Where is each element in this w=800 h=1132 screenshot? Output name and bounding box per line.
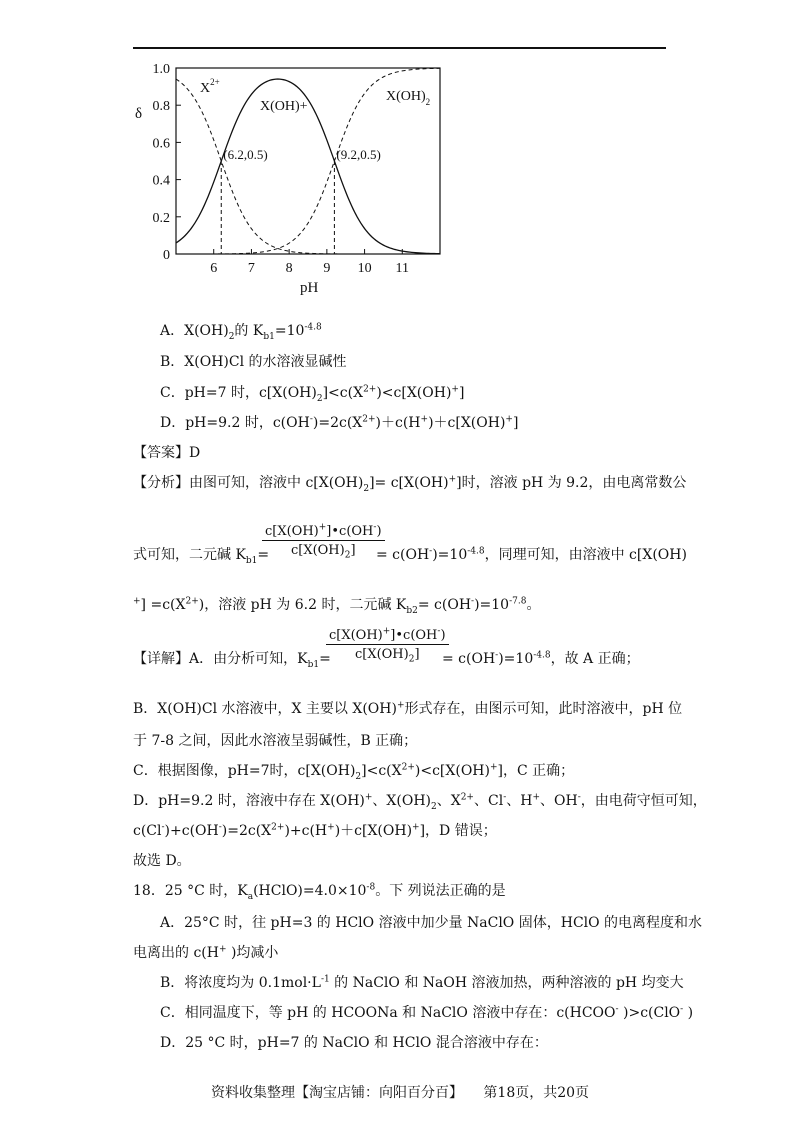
- detail-d-line-2: $c(Cl^-)+c(OH^-)=2c(X^{2+})+c(H^+)+c[X(OH)^+]$，D 错误；: [133, 822, 497, 839]
- choose-line: 故选 D。: [133, 853, 191, 869]
- fraction-analysis: $\frac{c[X(OH)^+]•c(OH^-)}{c[X(OH)_2]}$: [262, 524, 385, 558]
- option-c: C．pH=7 时，$c[X(OH)_2]<c(X^{2+})<c[X(OH)^+]$: [160, 384, 465, 404]
- series-xoh-curve: [176, 79, 440, 254]
- analysis-line-2a: 式可知，二元碱 $K_{b1}=$: [133, 547, 270, 566]
- y-tick-label: 0: [163, 248, 170, 263]
- fraction-detail: $\frac{c[X(OH)^+]•c(OH^-)}{c[X(OH)_2]}$: [326, 628, 449, 662]
- question-18: 18．25 °C 时，$K_a(HClO)=4.0\times 10^{-8}$。下 列说法正确的是: [133, 882, 506, 902]
- header-rule: [133, 47, 666, 49]
- detail-c-line: C．根据图像，pH=7时，$c[X(OH)_2]<c(X^{2+})<c[X(OH)^+]$，C 正确；: [133, 762, 575, 782]
- y-axis-label: δ: [135, 106, 143, 122]
- x-tick-label: 7: [247, 261, 255, 276]
- label-x2: $X^{2+}$: [200, 77, 220, 96]
- footer-page-number: 第18页，共20页: [483, 1085, 590, 1101]
- q18-option-b: B．将浓度均为 $0.1mol\cdot L^{-1}$ 的 NaClO 和 NaOH 溶液加热，两种溶液的 pH 均变大: [160, 974, 684, 991]
- x-tick-label: 9: [323, 261, 331, 276]
- x-tick-label: 10: [357, 261, 372, 276]
- q18-option-a-line-2: 电离出的 c(H+ )均减小: [133, 944, 279, 961]
- x-tick-label: 6: [210, 261, 218, 276]
- analysis-line-3: $^+] =c(X^{2+})$，溶液 pH 为 6.2 时，二元碱 $K_{b2}= c(OH^-)=10^{-7.8}$。: [133, 596, 541, 616]
- q18-option-d: D．25 °C 时，pH=7 的 NaClO 和 HClO 混合溶液中存在：: [160, 1035, 548, 1051]
- answer-line: 【答案】D: [133, 445, 201, 461]
- y-tick-label: 0.2: [152, 210, 170, 226]
- option-d: D．pH=9.2 时，$c(OH^-)=2c(X^{2+})+c(H^+)+c[X(OH)^+]$: [160, 414, 519, 431]
- option-a: A．$X(OH)_2$的 $K_{b1}=10^{-4.8}$: [160, 322, 322, 342]
- x-tick-label: 8: [285, 261, 293, 276]
- label-xoh2: $X(OH)_2$: [386, 89, 431, 107]
- page-footer: [0, 1082, 800, 1102]
- detail-b-line-2: 于 7-8 之间，因此水溶液呈弱碱性，B 正确；: [133, 733, 418, 749]
- analysis-line-2b: = $c(OH^-)=10^{-4.8}$，同理可知，由溶液中 c[X(OH): [376, 546, 687, 563]
- speciation-chart: [128, 56, 448, 296]
- detail-b-line-1: B．X(OH)Cl 水溶液中，X 主要以 X(OH)+形式存在，由图示可知，此时溶液中，pH 位: [133, 700, 683, 717]
- detail-line-a-cont: = $c(OH^-)=10^{-4.8}$，故 A 正确；: [442, 650, 640, 667]
- series-x2-curve: [176, 79, 440, 254]
- y-tick-label: 0.8: [152, 99, 170, 115]
- detail-d-line-1: D．pH=9.2 时，溶液中存在 X(OH)+、$X(OH)_2$、$X^{2+}$、Cl-、H+、OH-，由电荷守恒可知，: [133, 792, 707, 812]
- option-b: B．X(OH)Cl 的水溶液显碱性: [160, 354, 347, 370]
- y-tick-label: 0.4: [152, 173, 170, 189]
- y-tick-label: 1.0: [152, 62, 170, 77]
- footer-source: 资料收集整理【淘宝店铺：向阳百分百】: [210, 1085, 463, 1101]
- detail-line-a: 【详解】A．由分析可知，$K_{b1}=$: [133, 651, 331, 670]
- annotation-6-2: (6.2,0.5): [223, 147, 268, 162]
- x-tick-label: 11: [395, 261, 410, 276]
- x-axis-label: pH: [300, 280, 319, 296]
- analysis-line-1: 【分析】由图可知，溶液中 $c[X(OH)_2]= c[X(OH)^+]$时，溶液 pH 为 9.2，由电离常数公: [133, 474, 687, 494]
- label-xoh: X(OH)+: [260, 99, 308, 114]
- q18-option-c: C．相同温度下，等 pH 的 HCOONa 和 NaClO 溶液中存在：c(HCOO- )>c(ClO- ): [160, 1004, 694, 1021]
- q18-option-a-line-1: A．25°C 时，往 pH=3 的 HClO 溶液中加少量 NaClO 固体，HClO 的电离程度和水: [160, 915, 703, 931]
- y-tick-label: 0.6: [152, 136, 170, 152]
- annotation-9-2: (9.2,0.5): [336, 147, 381, 162]
